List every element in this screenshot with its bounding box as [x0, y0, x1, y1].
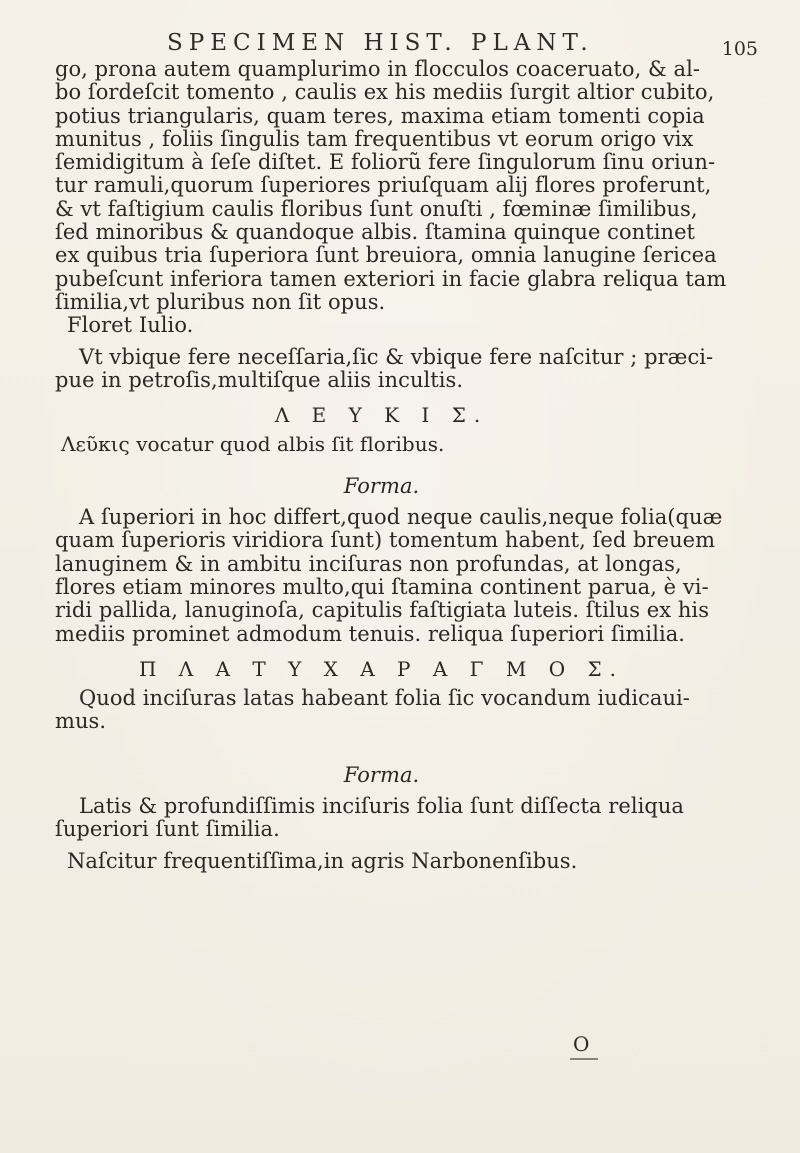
text-line: A ſuperiori in hoc differt,quod neque caulis,neque folia(quæ: [79, 505, 723, 530]
text-line: ſed minoribus & quandoque albis. ſtamina quinque continet: [55, 220, 696, 245]
text-line: Vt vbique fere neceſſaria,ſic & vbique fere naſcitur ; præci-: [79, 344, 714, 369]
text-line: Quod inciſuras latas habeant folia ſic vocandum iudicaui-: [79, 686, 690, 711]
text-line: mus.: [55, 709, 107, 734]
text-line: go, prona autem quamplurimo in flocculos coaceruato, & al-: [55, 57, 700, 81]
paragraph-gap: [55, 734, 708, 754]
subheading: Forma.: [343, 762, 420, 787]
text-line: mediis prominet admodum tenuis. reliqua ſuperiori ſimilia.: [55, 621, 686, 646]
subheading: Forma.: [343, 473, 420, 498]
decorative-rule: [570, 1058, 598, 1060]
section-heading: Λ Ε Υ Κ Ι Σ.: [274, 403, 489, 428]
text-line: ſuperiori ſunt ſimilia.: [55, 817, 280, 842]
text-line: ridi pallida, lanuginoſa, capitulis faſtigiata luteis. ſtilus ex his: [55, 598, 710, 623]
text-line: ſimilia,vt pluribus non ſit opus.: [55, 289, 386, 314]
text-line: ex quibus tria ſuperiora ſunt breuiora, omnia lanugine ſericea: [55, 243, 717, 268]
text-line: flores etiam minores multo,qui ſtamina continent parua, è vi-: [55, 574, 709, 599]
catchword: O: [573, 1032, 590, 1056]
section-heading: Π Λ Α Τ Υ Χ Α Ρ Α Γ Μ Ο Σ.: [139, 656, 624, 681]
text-line: pue in petroſis,multiſque aliis incultis.: [55, 367, 464, 392]
page-shadow: [0, 1100, 800, 1153]
page-number: 105: [721, 38, 758, 60]
text-line: ſemidigitum à ſeſe diſtet. E foliorũ fere ſingulorum ſinu oriun-: [55, 150, 716, 175]
text-line: lanuginem & in ambitu inciſuras non profundas, at longas,: [55, 551, 682, 576]
text-line: & vt faſtigium caulis floribus ſunt onuſti , fœminæ ſimilibus,: [55, 196, 698, 221]
text-line: Naſcitur frequentiſſima,in agris Narbonenſibus.: [67, 848, 578, 873]
text-line: Λεῦκις vocatur quod albis ſit floribus.: [61, 432, 445, 457]
text-line: tur ramuli,quorum ſuperiores priuſquam alij flores proferunt,: [55, 173, 712, 198]
text-line: munitus , foliis ſingulis tam frequentibus vt eorum origo vix: [55, 126, 694, 151]
text-line: quam ſuperioris viridiora ſunt) tomentum habent, ſed breuem: [55, 528, 716, 553]
text-line: potius triangularis, quam teres, maxima etiam tomenti copia: [55, 103, 705, 128]
text-line: Floret Iulio.: [67, 313, 194, 338]
running-head: [55, 18, 758, 60]
text-line: pubeſcunt inferiora tamen exteriori in facie glabra reliqua tam: [55, 266, 727, 291]
text-line: bo ſordeſcit tomento , caulis ex his mediis ſurgit altior cubito,: [55, 80, 715, 105]
running-title: SPECIMEN HIST. PLANT.: [167, 30, 594, 56]
page-text: [55, 57, 727, 873]
text-line: Latis & profundiſſimis inciſuris folia ſunt diſſecta reliqua: [79, 794, 685, 819]
